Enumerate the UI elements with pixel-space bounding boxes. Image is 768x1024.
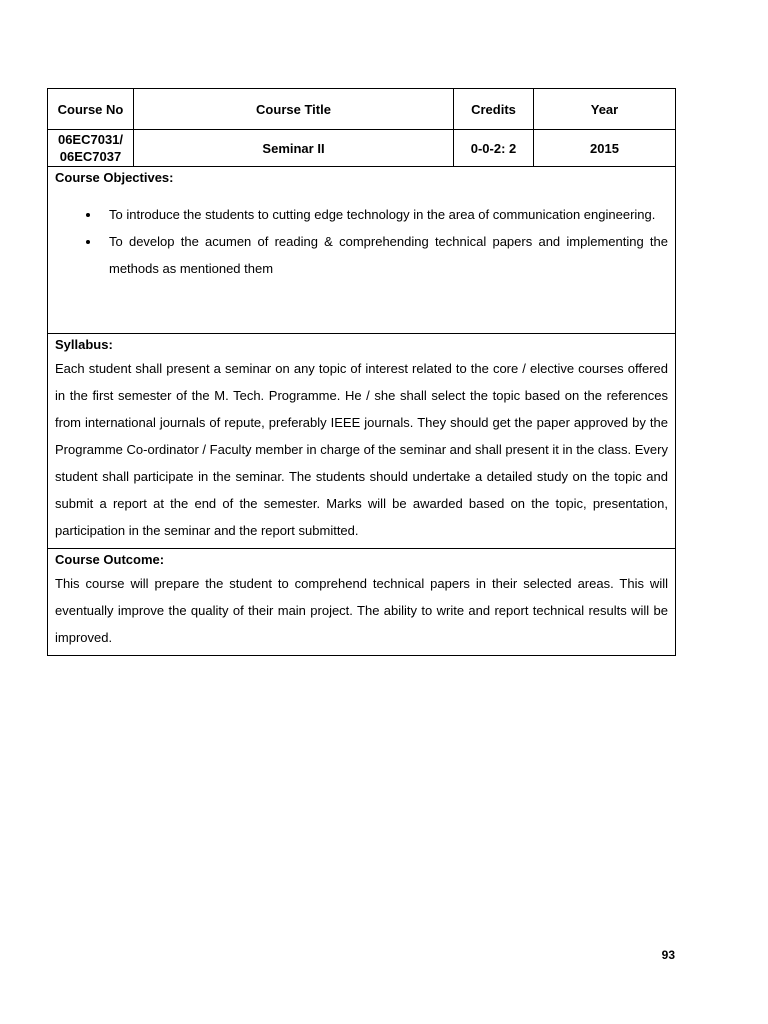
course-row bbox=[48, 130, 676, 167]
header-course-title: Course Title bbox=[134, 89, 454, 130]
course-table bbox=[47, 88, 676, 656]
syllabus-row bbox=[48, 334, 676, 549]
outcome-text: This course will prepare the student to comprehend technical papers in their selected areas. This will eventually improve the quality of their main project. The ability to write and report technical results will be improved. bbox=[55, 576, 668, 645]
outcome-row bbox=[48, 549, 676, 656]
syllabus-section bbox=[48, 334, 676, 549]
header-row bbox=[48, 89, 676, 130]
objectives-heading: Course Objectives: bbox=[55, 170, 174, 185]
header-year: Year bbox=[534, 89, 676, 130]
outcome-section bbox=[48, 549, 676, 656]
header-course-no: Course No bbox=[48, 89, 134, 130]
year-cell: 2015 bbox=[534, 130, 676, 167]
outcome-heading: Course Outcome: bbox=[55, 552, 165, 567]
course-no-line1: 06EC7031/ bbox=[57, 132, 124, 147]
objectives-list bbox=[55, 201, 668, 282]
syllabus-text: Each student shall present a seminar on any topic of interest related to the core / elective courses offered in the first semester of the M. Tech. Programme. He / she shall select the topic based on the references from international journals of repute, preferably IEEE journals. They should get the paper approved by the Programme Co-ordinator / Faculty member in charge of the seminar and shall present it in the class. Every student shall participate in the seminar. The students should undertake a detailed study on the topic and submit a report at the end of the semester. Marks will be awarded based on the topic, presentation, participation in the seminar and the report submitted. bbox=[55, 361, 668, 538]
course-no-line2: 06EC7037 bbox=[59, 149, 122, 164]
course-title-cell: Seminar II bbox=[134, 130, 454, 167]
header-credits: Credits bbox=[454, 89, 534, 130]
objective-item: • To introduce the students to cutting edge technology in the area of communication engineering. bbox=[101, 201, 668, 228]
objectives-row bbox=[48, 167, 676, 334]
page-number: 93 bbox=[661, 948, 675, 962]
course-no-cell bbox=[48, 130, 134, 167]
syllabus-heading: Syllabus: bbox=[55, 337, 113, 352]
objective-item: • To develop the acumen of reading & comprehending technical papers and implementing the methods as mentioned them bbox=[101, 228, 668, 282]
objectives-section bbox=[48, 167, 676, 334]
credits-cell: 0-0-2: 2 bbox=[454, 130, 534, 167]
